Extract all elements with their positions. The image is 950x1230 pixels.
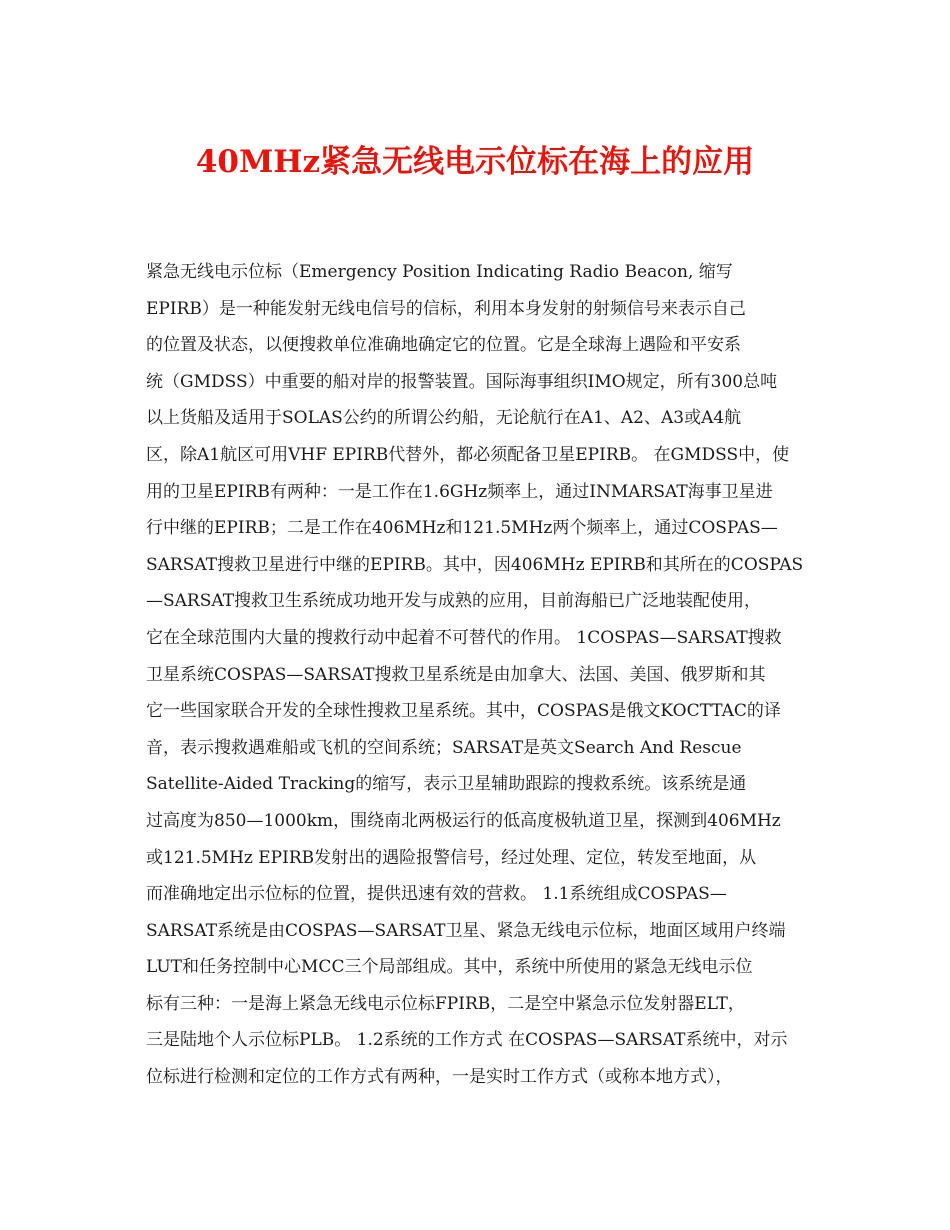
text-line: —SARSAT搜救卫生系统成功地开发与成熟的应用，目前海船已广泛地装配使用， xyxy=(146,591,762,612)
body-paragraph xyxy=(146,254,806,1096)
text-line: LUT和任务控制中心MCC三个局部组成。其中，系统中所使用的紧急无线电示位 xyxy=(146,957,753,978)
text-line: 以上货船及适用于SOLAS公约的所谓公约船，无论航行在A1、A2、A3或A4航 xyxy=(146,408,742,429)
text-line: 位标进行检测和定位的工作方式有两种，一是实时工作方式（或称本地方式）， xyxy=(146,1067,733,1088)
text-line: 区，除A1航区可用VHF EPIRB代替外，都必须配备卫星EPIRB。 在GMDSS中，使 xyxy=(146,444,790,465)
text-line: Satellite-Aided Tracking的缩写，表示卫星辅助跟踪的搜救系统。该系统是通 xyxy=(146,774,747,795)
document-title: 40MHz紧急无线电示位标在海上的应用 xyxy=(195,144,755,180)
text-line: 它在全球范围内大量的搜救行动中起着不可替代的作用。 1COSPAS—SARSAT搜救 xyxy=(146,627,782,648)
text-line: SARSAT搜救卫星进行中继的EPIRB。其中，因406MHz EPIRB和其所在的COSPAS xyxy=(146,554,804,575)
text-line: 的位置及状态，以便搜救单位准确地确定它的位置。它是全球海上遇险和平安系 xyxy=(146,335,741,356)
text-line: SARSAT系统是由COSPAS—SARSAT卫星、紧急无线电示位标，地面区域用户终端 xyxy=(146,920,786,941)
text-line: 用的卫星EPIRB有两种：一是工作在1.6GHz频率上，通过INMARSAT海事卫星进 xyxy=(146,481,773,502)
text-line: 过高度为850—1000km，围绕南北两极运行的低高度极轨道卫星，探测到406MHz xyxy=(146,810,781,831)
text-line: 紧急无线电示位标（Emergency Position Indicating Radio Beacon, 缩写 xyxy=(146,262,733,282)
text-line: 卫星系统COSPAS—SARSAT搜救卫星系统是由加拿大、法国、美国、俄罗斯和其 xyxy=(146,664,766,685)
text-line: 音，表示搜救遇难船或飞机的空间系统；SARSAT是英文Search And Rescue xyxy=(146,737,742,758)
text-line: EPIRB）是一种能发射无线电信号的信标，利用本身发射的射频信号来表示自己 xyxy=(146,298,746,319)
text-line: 统（GMDSS）中重要的船对岸的报警装置。国际海事组织IMO规定，所有300总吨 xyxy=(146,371,778,392)
text-line: 三是陆地个人示位标PLB。 1.2系统的工作方式 在COSPAS—SARSAT系统中，对示 xyxy=(146,1030,788,1051)
text-line: 行中继的EPIRB；二是工作在406MHz和121.5MHz两个频率上，通过COSPAS— xyxy=(146,518,778,539)
text-line: 而准确地定出示位标的位置，提供迅速有效的营救。 1.1系统组成COSPAS— xyxy=(146,884,727,905)
text-line: 标有三种：一是海上紧急无线电示位标FPIRB，二是空中紧急示位发射器ELT， xyxy=(146,993,745,1014)
text-line: 它一些国家联合开发的全球性搜救卫星系统。其中，COSPAS是俄文KOCTTAC的译 xyxy=(146,701,781,722)
text-line: 或121.5MHz EPIRB发射出的遇险报警信号，经过处理、定位，转发至地面，从 xyxy=(146,847,757,868)
